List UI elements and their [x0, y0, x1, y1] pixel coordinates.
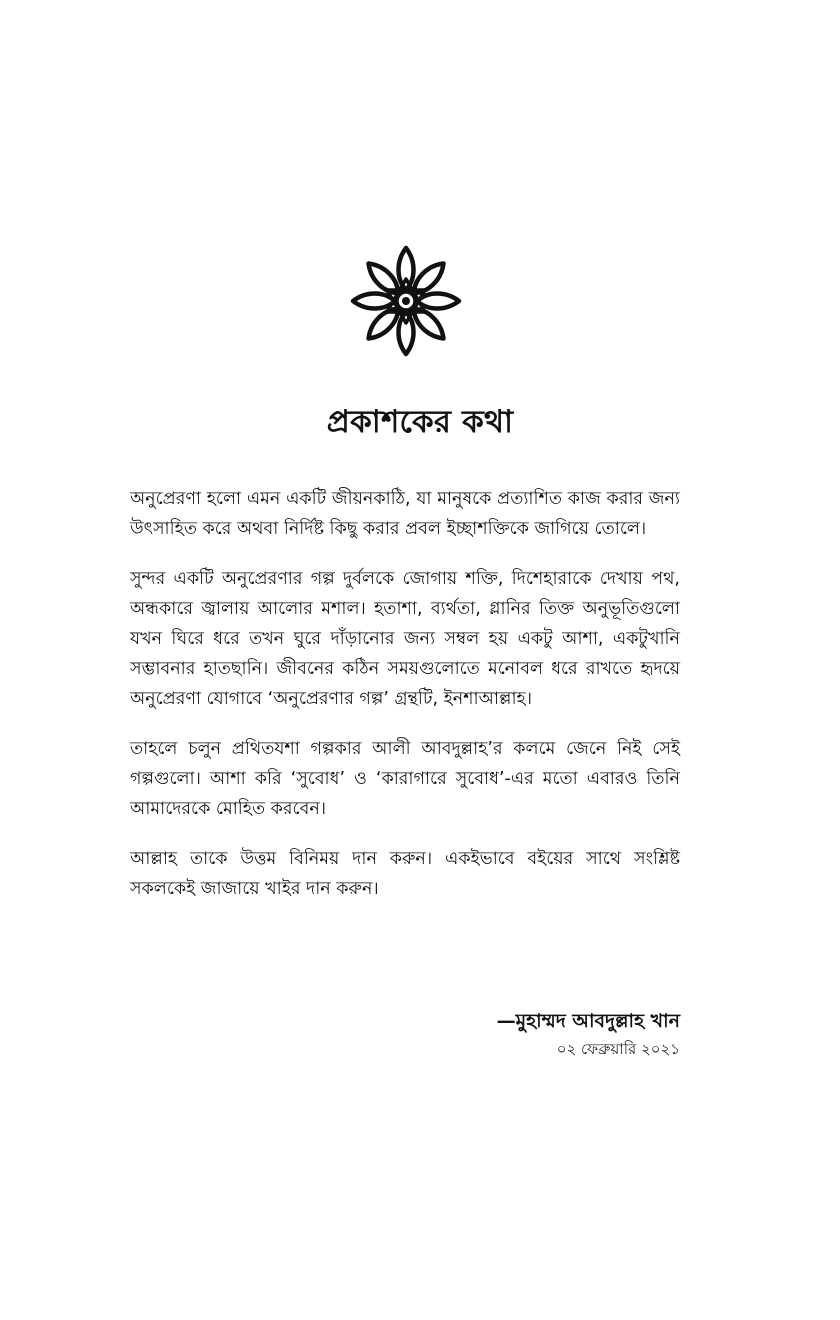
signature-name: —মুহাম্মদ আবদুল্লাহ খান	[496, 1010, 680, 1032]
signature-date: ০২ ফেব্রুয়ারি ২০২১	[556, 1040, 680, 1058]
ornament-graphic	[350, 245, 462, 357]
signature-block	[380, 1006, 680, 1062]
floral-ornament-icon	[350, 245, 462, 357]
paragraph-2: সুন্দর একটি অনুপ্রেরণার গল্প দুর্বলকে জোগায় শক্তি, দিশেহারাকে দেখায় পথ, অন্ধকারে জ্বালায় আলোর মশাল। হতাশা, ব্যর্থতা, গ্লানির তিক্ত অনুভূতিগুলো যখন ঘিরে ধরে তখন ঘুরে দাঁড়ানোর জন্য সম্বল হয় একটু আশা, একটুখানি সম্ভাবনার হাতছানি। জীবনের কঠিন সময়গুলোতে মনোবল ধরে রাখতে হৃদয়ে অনুপ্রেরণা যোগাবে ‘অনুপ্রেরণার গল্প’ গ্রন্থটি, ইনশাআল্লাহ।	[130, 569, 680, 709]
publisher-note-body	[130, 484, 680, 924]
paragraph-4: আল্লাহ তাকে উত্তম বিনিময় দান করুন। একইভাবে বইয়ের সাথে সংশ্লিষ্ট সকলকেই জাজায়ে খাইর দান করুন।	[130, 849, 680, 899]
page-title: প্রকাশকের কথা	[326, 404, 514, 440]
paragraph-1: অনুপ্রেরণা হলো এমন একটি জীয়নকাঠি, যা মানুষকে প্রত্যাশিত কাজ করার জন্য উৎসাহিত করে অথবা নির্দিষ্ট কিছু করার প্রবল ইচ্ছাশক্তিকে জাগিয়ে তোলে।	[130, 489, 680, 539]
paragraph-3: তাহলে চলুন প্রথিতযশা গল্পকার আলী আবদুল্লাহ’র কলমে জেনে নিই সেই গল্পগুলো। আশা করি ‘সুবোধ’ ও ‘কারাগারে সুবোধ’-এর মতো এবারও তিনি আমাদেরকে মোহিত করবেন।	[130, 739, 680, 819]
